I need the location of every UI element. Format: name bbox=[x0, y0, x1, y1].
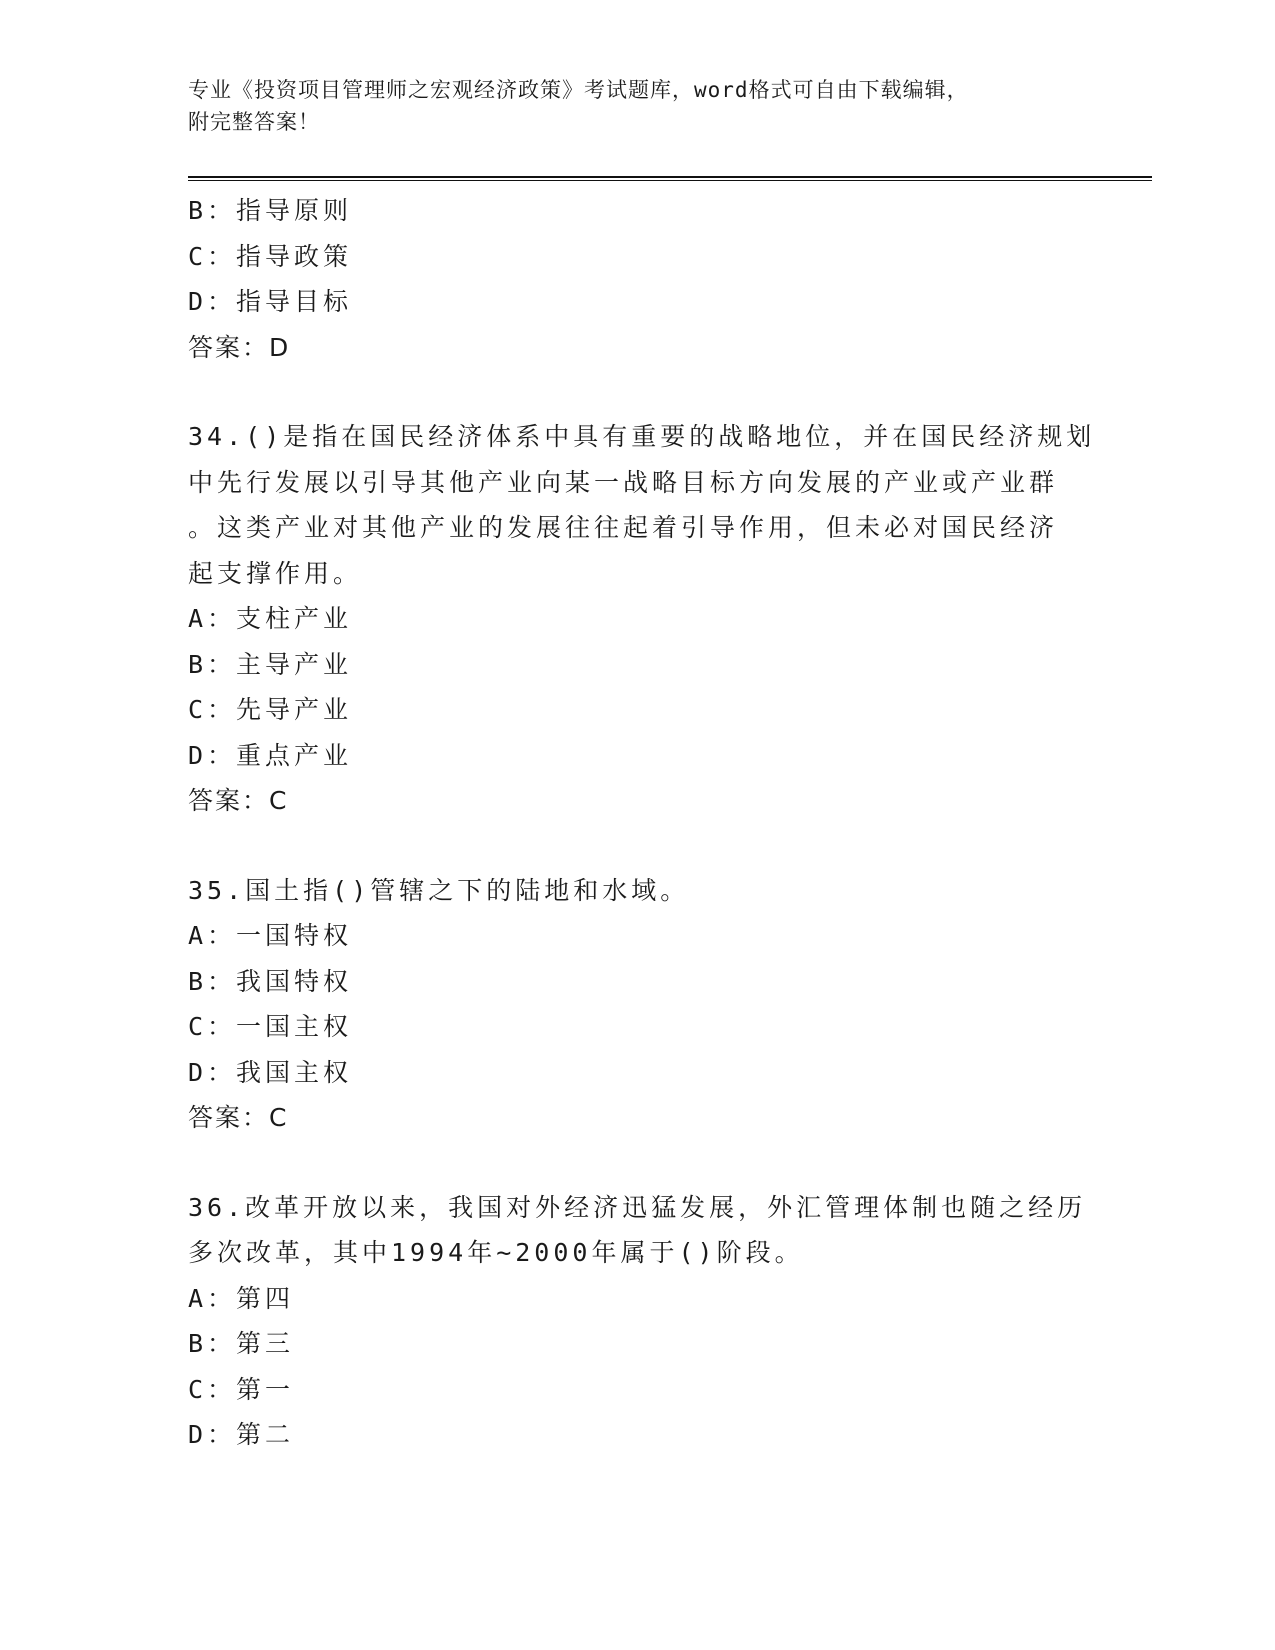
divider-thin bbox=[188, 180, 1152, 181]
option-d: D：我国主权 bbox=[188, 1057, 353, 1087]
question-text-line: 中先行发展以引导其他产业向某一战略目标方向发展的产业或产业群 bbox=[188, 467, 1059, 497]
question-33-tail bbox=[188, 188, 1088, 370]
question-35 bbox=[188, 868, 1088, 1141]
option-d: D：重点产业 bbox=[188, 740, 353, 770]
question-text-line: 35.国土指()管辖之下的陆地和水域。 bbox=[188, 875, 690, 905]
answer-line: 答案：D bbox=[188, 332, 291, 362]
header-line-2: 附完整答案！ bbox=[188, 110, 320, 134]
answer-line: 答案：C bbox=[188, 786, 289, 815]
option-a: A：支柱产业 bbox=[188, 604, 353, 633]
question-34 bbox=[188, 414, 1096, 824]
option-c: C：先导产业 bbox=[188, 695, 353, 724]
option-d: D：第二 bbox=[188, 1420, 295, 1449]
option-c: C：第一 bbox=[188, 1374, 295, 1404]
option-a: A：第四 bbox=[188, 1283, 295, 1313]
divider-thick bbox=[188, 176, 1152, 178]
option-d: D：指导目标 bbox=[188, 287, 353, 316]
option-c: C：一国主权 bbox=[188, 1012, 353, 1041]
answer-line: 答案：C bbox=[188, 1103, 289, 1132]
document-header bbox=[188, 74, 1088, 138]
question-list bbox=[188, 188, 1096, 1458]
option-a: A：一国特权 bbox=[188, 921, 353, 950]
option-b: B：主导产业 bbox=[188, 649, 353, 679]
question-text-line: 34.()是指在国民经济体系中具有重要的战略地位，并在国民经济规划 bbox=[188, 422, 1096, 451]
question-text-line: 36.改革开放以来，我国对外经济迅猛发展，外汇管理体制也随之经历 bbox=[188, 1192, 1087, 1222]
option-b: B：第三 bbox=[188, 1329, 295, 1358]
header-line-1: 专业《投资项目管理师之宏观经济政策》考试题库，word格式可自由下载编辑， bbox=[188, 78, 969, 102]
header-divider bbox=[188, 176, 1152, 182]
option-b: B：我国特权 bbox=[188, 966, 353, 996]
question-text-line: 起支撑作用。 bbox=[188, 558, 363, 588]
question-text-line: 多次改革，其中1994年~2000年属于()阶段。 bbox=[188, 1238, 804, 1267]
option-b: B：指导原则 bbox=[188, 196, 353, 225]
option-c: C：指导政策 bbox=[188, 241, 353, 271]
question-36 bbox=[188, 1185, 1088, 1458]
question-text-line: 。这类产业对其他产业的发展往往起着引导作用，但未必对国民经济 bbox=[188, 513, 1059, 542]
